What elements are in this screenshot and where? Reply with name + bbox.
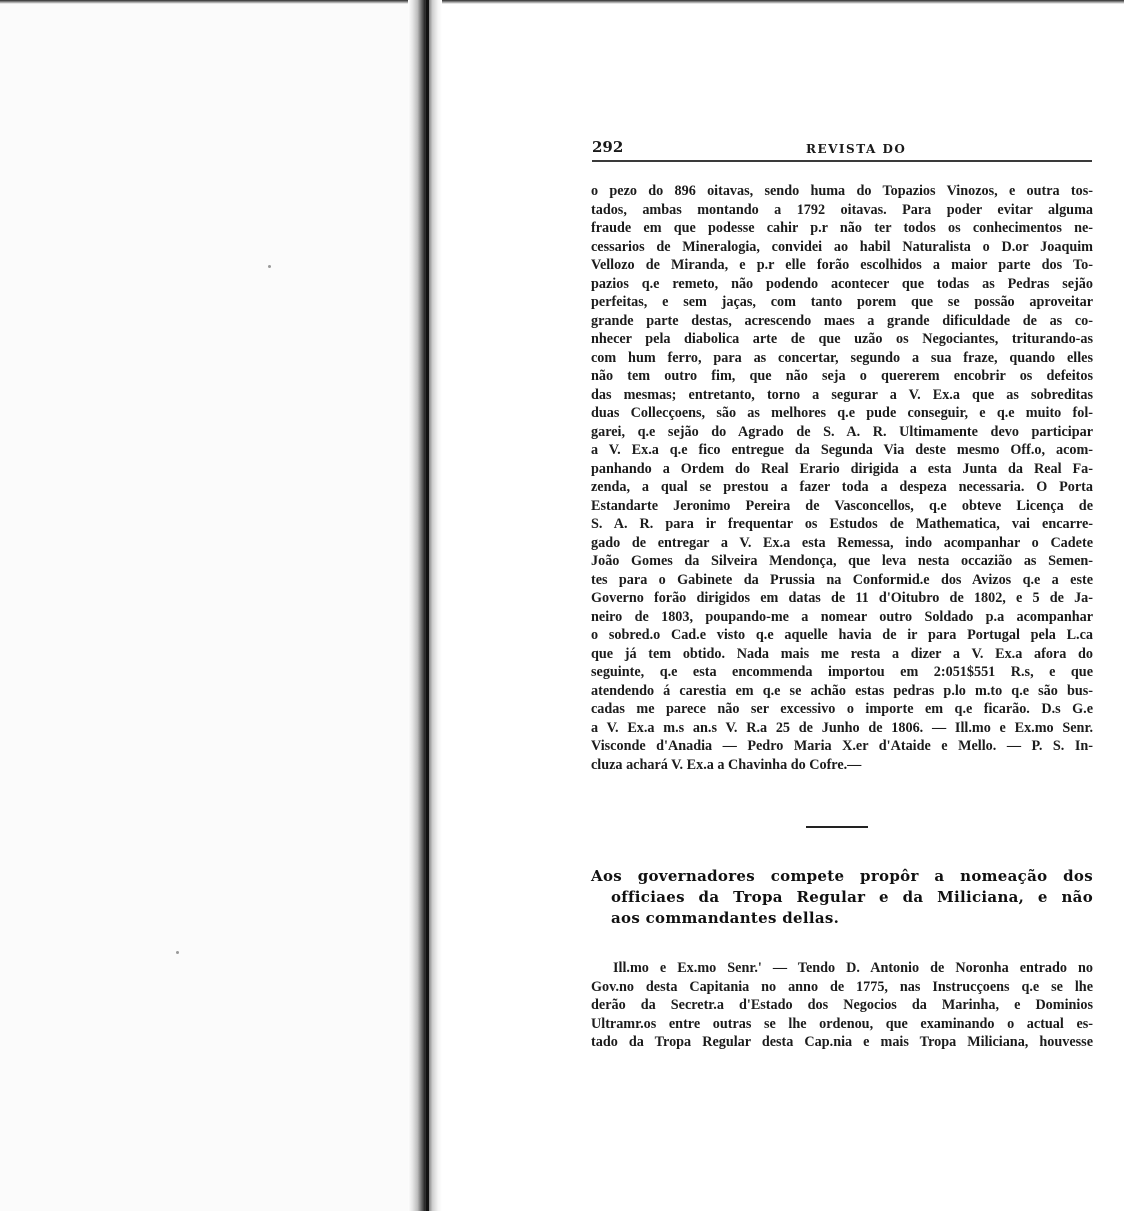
text-line: Vellozo de Miranda, e p.r elle forão escolhidos a maior parte dos To- <box>591 257 1093 273</box>
text-line: Estandarte Jeronimo Pereira de Vasconcellos, q.e obteve Licença de <box>591 497 1093 514</box>
text-line: derão da Secretr.a d'Estado dos Negocios da Marinha, e Dominios <box>591 997 1093 1014</box>
text-line: a V. Ex.a m.s an.s V. R.a 25 de Junho de 1806. — Ill.mo e Ex.mo Senr. <box>591 719 1093 736</box>
paper-speck <box>176 951 179 954</box>
text-line: Ill.mo e Ex.mo Senr.' — Tendo D. Antonio de Noronha entrado no <box>613 960 1093 976</box>
text-line: nhecer pela diabolica arte de que uzão os Negociantes, triturando-as <box>591 331 1093 347</box>
text-line: tes para o Gabinete da Prussia na Conformid.e dos Avizos q.e a este <box>591 571 1093 588</box>
text-line: Gov.no desta Capitania no anno de 1775, nas Instrucçoens q.e se lhe <box>591 978 1093 995</box>
text-line: Visconde d'Anadia — Pedro Maria X.er d'Ataide e Mello. — P. S. In- <box>591 738 1093 754</box>
text-line: tado da Tropa Regular desta Cap.nia e mais Tropa Miliciana, houvesse <box>591 1034 1093 1051</box>
running-head: REVISTA DO <box>806 142 907 156</box>
gutter-shadow-line <box>426 0 429 1211</box>
text-line: zenda, a qual se prestou a fazer toda a despeza necessaria. O Porta <box>591 479 1093 495</box>
text-line: tados, ambas montando a 1792 oitavas. Para poder evitar alguma <box>591 201 1093 218</box>
book-gutter <box>408 0 442 1211</box>
text-line: que já tem obtido. Nada mais me resta a dizer a V. Ex.a afora do <box>591 645 1093 662</box>
paragraph-section-body <box>591 959 1093 1052</box>
text-line: neiro de 1803, poupando-me a nomear outro Soldado p.a acompanhar <box>591 608 1093 625</box>
text-line: atendendo á carestia em q.e se achão estas pedras p.lo m.to q.e são bus- <box>591 682 1093 699</box>
text-line: cadas me parece não ser excessivo o importe em q.e ficarão. D.s G.e <box>591 701 1093 717</box>
text-line: o sobred.o Cad.e visto q.e aquelle havia de ir para Portugal pela L.ca <box>591 627 1093 643</box>
text-line: S. A. R. para ir frequentar os Estudos de Mathematica, vai encarre- <box>591 516 1093 532</box>
heading-line: aos commandantes dellas. <box>611 909 840 927</box>
text-line: seguinte, q.e esta encommenda importou em 2:051$551 R.s, e que <box>591 664 1093 680</box>
header-rule <box>592 160 1092 162</box>
page-top-edge <box>0 0 1124 4</box>
text-line: panhando a Ordem do Real Erario dirigida a esta Junta da Real Fa- <box>591 460 1093 477</box>
text-line: grande parte destas, acrescendo maes a grande dificuldade de as co- <box>591 312 1093 329</box>
text-line: cessarios de Mineralogia, convidei ao habil Naturalista o D.or Joaquim <box>591 238 1093 255</box>
paragraph-letter-body <box>591 182 1093 774</box>
page-number: 292 <box>592 138 624 156</box>
text-line: duas Collecçoens, são as melhores q.e pude conseguir, e q.e muito fol- <box>591 405 1093 421</box>
text-line: João Gomes da Silveira Mendonça, que leva nesta occazião as Semen- <box>591 553 1093 569</box>
text-line: com hum ferro, para as concertar, segundo a sua fraze, quando elles <box>591 349 1093 366</box>
heading-line: officiaes da Tropa Regular e da Miliciana, e não <box>611 888 1093 906</box>
page-header <box>592 138 1092 160</box>
left-blank-page <box>0 4 408 1211</box>
text-line: pazios q.e remeto, não podendo acontecer que todas as Pedras sejão <box>591 275 1093 292</box>
text-line: garei, q.e sejão do Agrado de S. A. R. Ultimamente devo participar <box>591 423 1093 440</box>
text-line: Ultramr.os entre outras se lhe ordenou, que examinando o actual es- <box>591 1015 1093 1032</box>
text-line: cluza achará V. Ex.a a Chavinha do Cofre.— <box>591 756 862 773</box>
text-line: Governo forão dirigidos em datas de 11 d'Oitubro de 1802, e 5 de Ja- <box>591 590 1093 606</box>
text-line: o pezo do 896 oitavas, sendo huma do Topazios Vinozos, e outra tos- <box>591 183 1093 199</box>
text-line: das mesmas; entretanto, torno a segurar a V. Ex.a que as sobreditas <box>591 386 1093 403</box>
section-divider-rule <box>806 826 868 828</box>
text-line: gado de entregar a V. Ex.a esta Remessa, indo acompanhar o Cadete <box>591 534 1093 551</box>
section-heading <box>591 866 1093 929</box>
text-line: perfeitas, e sem jaças, com tanto porem que se possão aproveitar <box>591 294 1093 310</box>
paper-speck <box>268 265 271 268</box>
text-line: a V. Ex.a q.e fico entregue da Segunda Via deste mesmo Off.o, acom- <box>591 442 1093 458</box>
text-line: fraude em que podesse cahir p.r não ter todos os conhecimentos ne- <box>591 220 1093 236</box>
heading-line: Aos governadores compete propôr a nomeação dos <box>591 867 1093 885</box>
text-line: não tem outro fim, que não seja o quererem encobrir os defeitos <box>591 368 1093 384</box>
